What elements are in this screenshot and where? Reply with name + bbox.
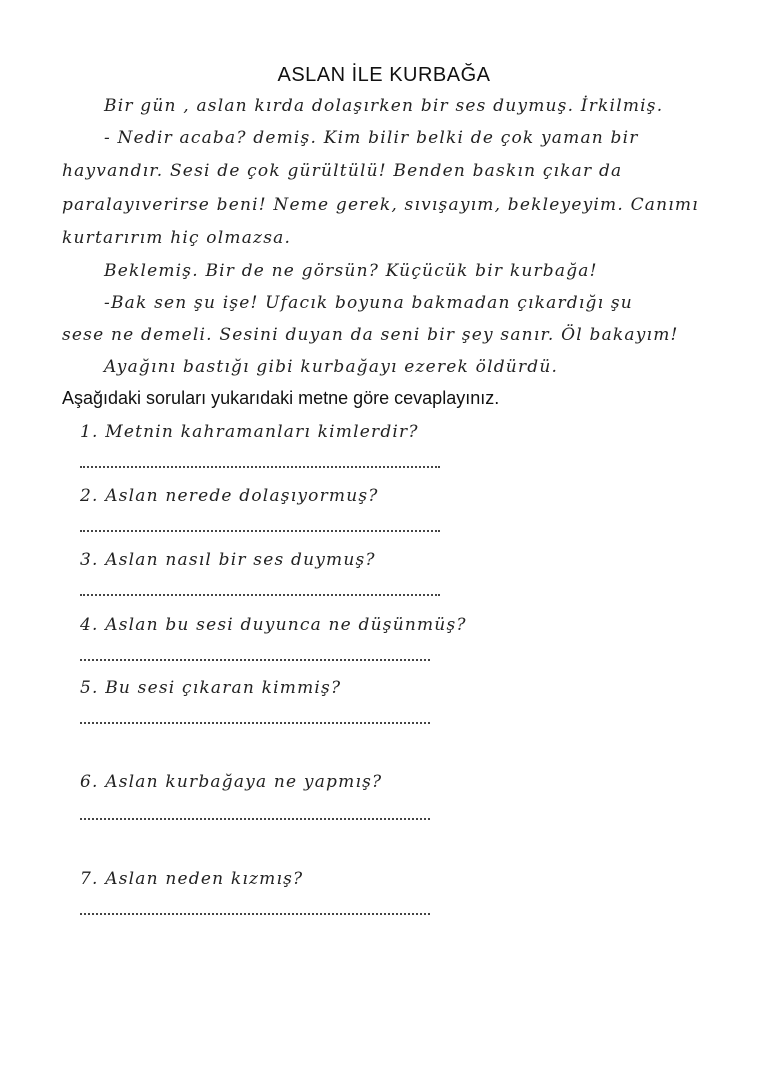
story-line: Bir gün , aslan kırda dolaşırken bir ses duymuş. İrkilmiş. <box>104 96 664 116</box>
answer-line[interactable] <box>80 659 430 661</box>
story-line: Beklemiş. Bir de ne görsün? Küçücük bir kurbağa! <box>104 261 598 281</box>
answer-line[interactable] <box>80 594 440 596</box>
question-text: 1. Metnin kahramanları kimlerdir? <box>80 422 419 442</box>
question-text: 5. Bu sesi çıkaran kimmiş? <box>80 678 342 698</box>
story-line: Ayağını bastığı gibi kurbağayı ezerek öldürdü. <box>104 357 559 377</box>
answer-line[interactable] <box>80 818 430 820</box>
answer-line[interactable] <box>80 722 430 724</box>
answer-line[interactable] <box>80 913 430 915</box>
story-line: hayvandır. Sesi de çok gürültülü! Benden baskın çıkar da <box>62 161 623 181</box>
question-text: 4. Aslan bu sesi duyunca ne düşünmüş? <box>80 615 467 635</box>
answer-line[interactable] <box>80 530 440 532</box>
story-line: - Nedir acaba? demiş. Kim bilir belki de çok yaman bir <box>104 128 639 148</box>
answer-line[interactable] <box>80 466 440 468</box>
worksheet-title: ASLAN İLE KURBAĞA <box>277 64 491 86</box>
story-line: kurtarırım hiç olmazsa. <box>62 228 292 248</box>
question-text: 7. Aslan neden kızmış? <box>80 869 304 889</box>
story-line: -Bak sen şu işe! Ufacık boyuna bakmadan çıkardığı şu <box>104 293 633 313</box>
story-line: sese ne demeli. Sesini duyan da seni bir şey sanır. Öl bakayım! <box>62 325 679 345</box>
instruction-text: Aşağıdaki soruları yukarıdaki metne göre cevaplayınız. <box>62 388 500 408</box>
story-line: paralayıverirse beni! Neme gerek, sıvışayım, bekleyeyim. Canımı <box>62 195 699 215</box>
question-text: 3. Aslan nasıl bir ses duymuş? <box>80 550 376 570</box>
question-text: 6. Aslan kurbağaya ne yapmış? <box>80 772 383 792</box>
question-text: 2. Aslan nerede dolaşıyormuş? <box>80 486 379 506</box>
